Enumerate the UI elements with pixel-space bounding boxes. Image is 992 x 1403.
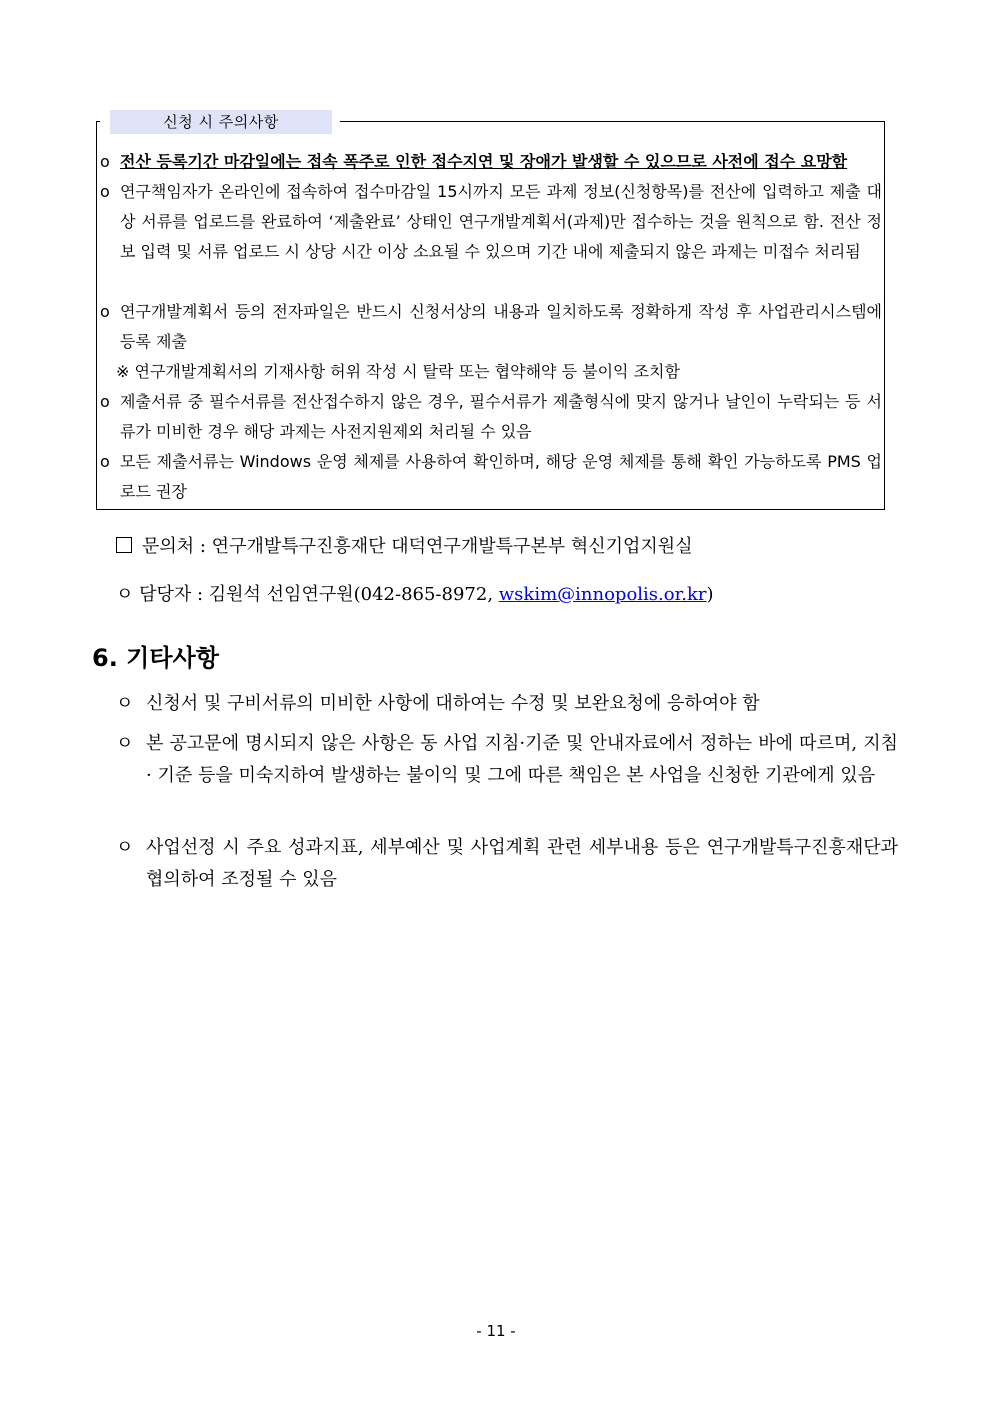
notice-item [100, 387, 882, 447]
reference-note: ※ 연구개발계획서의 기재사항 허위 작성 시 탈락 또는 협약해약 등 불이익 조치함 [116, 362, 680, 381]
page-number: - 11 - [476, 1322, 516, 1340]
contact-person-line [116, 580, 713, 610]
contact-person-suffix: ) [706, 584, 714, 605]
bullet-mark: ㅇ [116, 693, 134, 714]
bullet-mark: o [100, 452, 110, 471]
etc-item-text: 본 공고문에 명시되지 않은 사항은 동 사업 지침·기준 및 안내자료에서 정하는 바에 따르며, 지침 · 기준 등을 미숙지하여 발생하는 불이익 및 그에 따른 책임은 본 사업을 신청한 기관에게 있음 [146, 733, 898, 786]
inquiry-text: 문의처 : 연구개발특구진흥재단 대덕연구개발특구본부 혁신기업지원실 [142, 536, 693, 557]
notice-title: 신청 시 주의사항 [110, 110, 332, 134]
bullet-mark: o [100, 182, 110, 201]
notice-item [100, 177, 882, 267]
square-bullet-icon [116, 537, 132, 553]
bullet-mark: ㅇ [116, 733, 134, 754]
etc-item-text: 사업선정 시 주요 성과지표, 세부예산 및 사업계획 관련 세부내용 등은 연구개발특구진흥재단과 협의하여 조정될 수 있음 [146, 837, 898, 890]
etc-item [116, 688, 898, 720]
email-link[interactable]: wskim@innopolis.or.kr [498, 584, 707, 605]
contact-person-text: ㅇ 담당자 : 김원석 선임연구원(042-865-8972, [116, 584, 499, 605]
notice-item-text: 연구개발계획서 등의 전자파일은 반드시 신청서상의 내용과 일치하도록 정확하게 작성 후 사업관리시스템에 등록 제출 [120, 302, 882, 351]
etc-item [116, 728, 898, 792]
notice-item-text: 전산 등록기간 마감일에는 접속 폭주로 인한 접수지연 및 장애가 발생할 수 있으므로 사전에 접수 요망함 [120, 152, 848, 171]
bullet-mark: o [100, 392, 110, 411]
notice-item-text: 모든 제출서류는 Windows 운영 체제를 사용하여 확인하며, 해당 운영 체제를 통해 확인 가능하도록 PMS 업로드 권장 [120, 452, 882, 501]
section-title: 6. 기타사항 [92, 644, 219, 672]
etc-item-text: 신청서 및 구비서류의 미비한 사항에 대하여는 수정 및 보완요청에 응하여야 함 [146, 693, 760, 714]
etc-item [116, 832, 898, 896]
bullet-mark: o [100, 152, 110, 171]
bullet-mark: o [100, 302, 110, 321]
notice-item-text: 연구책임자가 온라인에 접속하여 접수마감일 15시까지 모든 과제 정보(신청항목)를 전산에 입력하고 제출 대상 서류를 업로드를 완료하여 ‘제출완료’ 상태인 연구개발계획서(과제)만 접수하는 것을 원칙으로 함. 전산 정보 입력 및 서류 업로드 시 상당 시간 이상 소요될 수 있으며 기간 내에 제출되지 않은 과제는 미접수 처리됨 [120, 182, 882, 261]
inquiry-line [116, 532, 693, 562]
notice-item [100, 447, 882, 507]
notice-item [100, 297, 882, 357]
notice-item-text: 제출서류 중 필수서류를 전산접수하지 않은 경우, 필수서류가 제출형식에 맞지 않거나 날인이 누락되는 등 서류가 미비한 경우 해당 과제는 사전지원제외 처리될 수 있음 [120, 392, 882, 441]
bullet-mark: ㅇ [116, 837, 134, 858]
notice-item [100, 147, 882, 177]
